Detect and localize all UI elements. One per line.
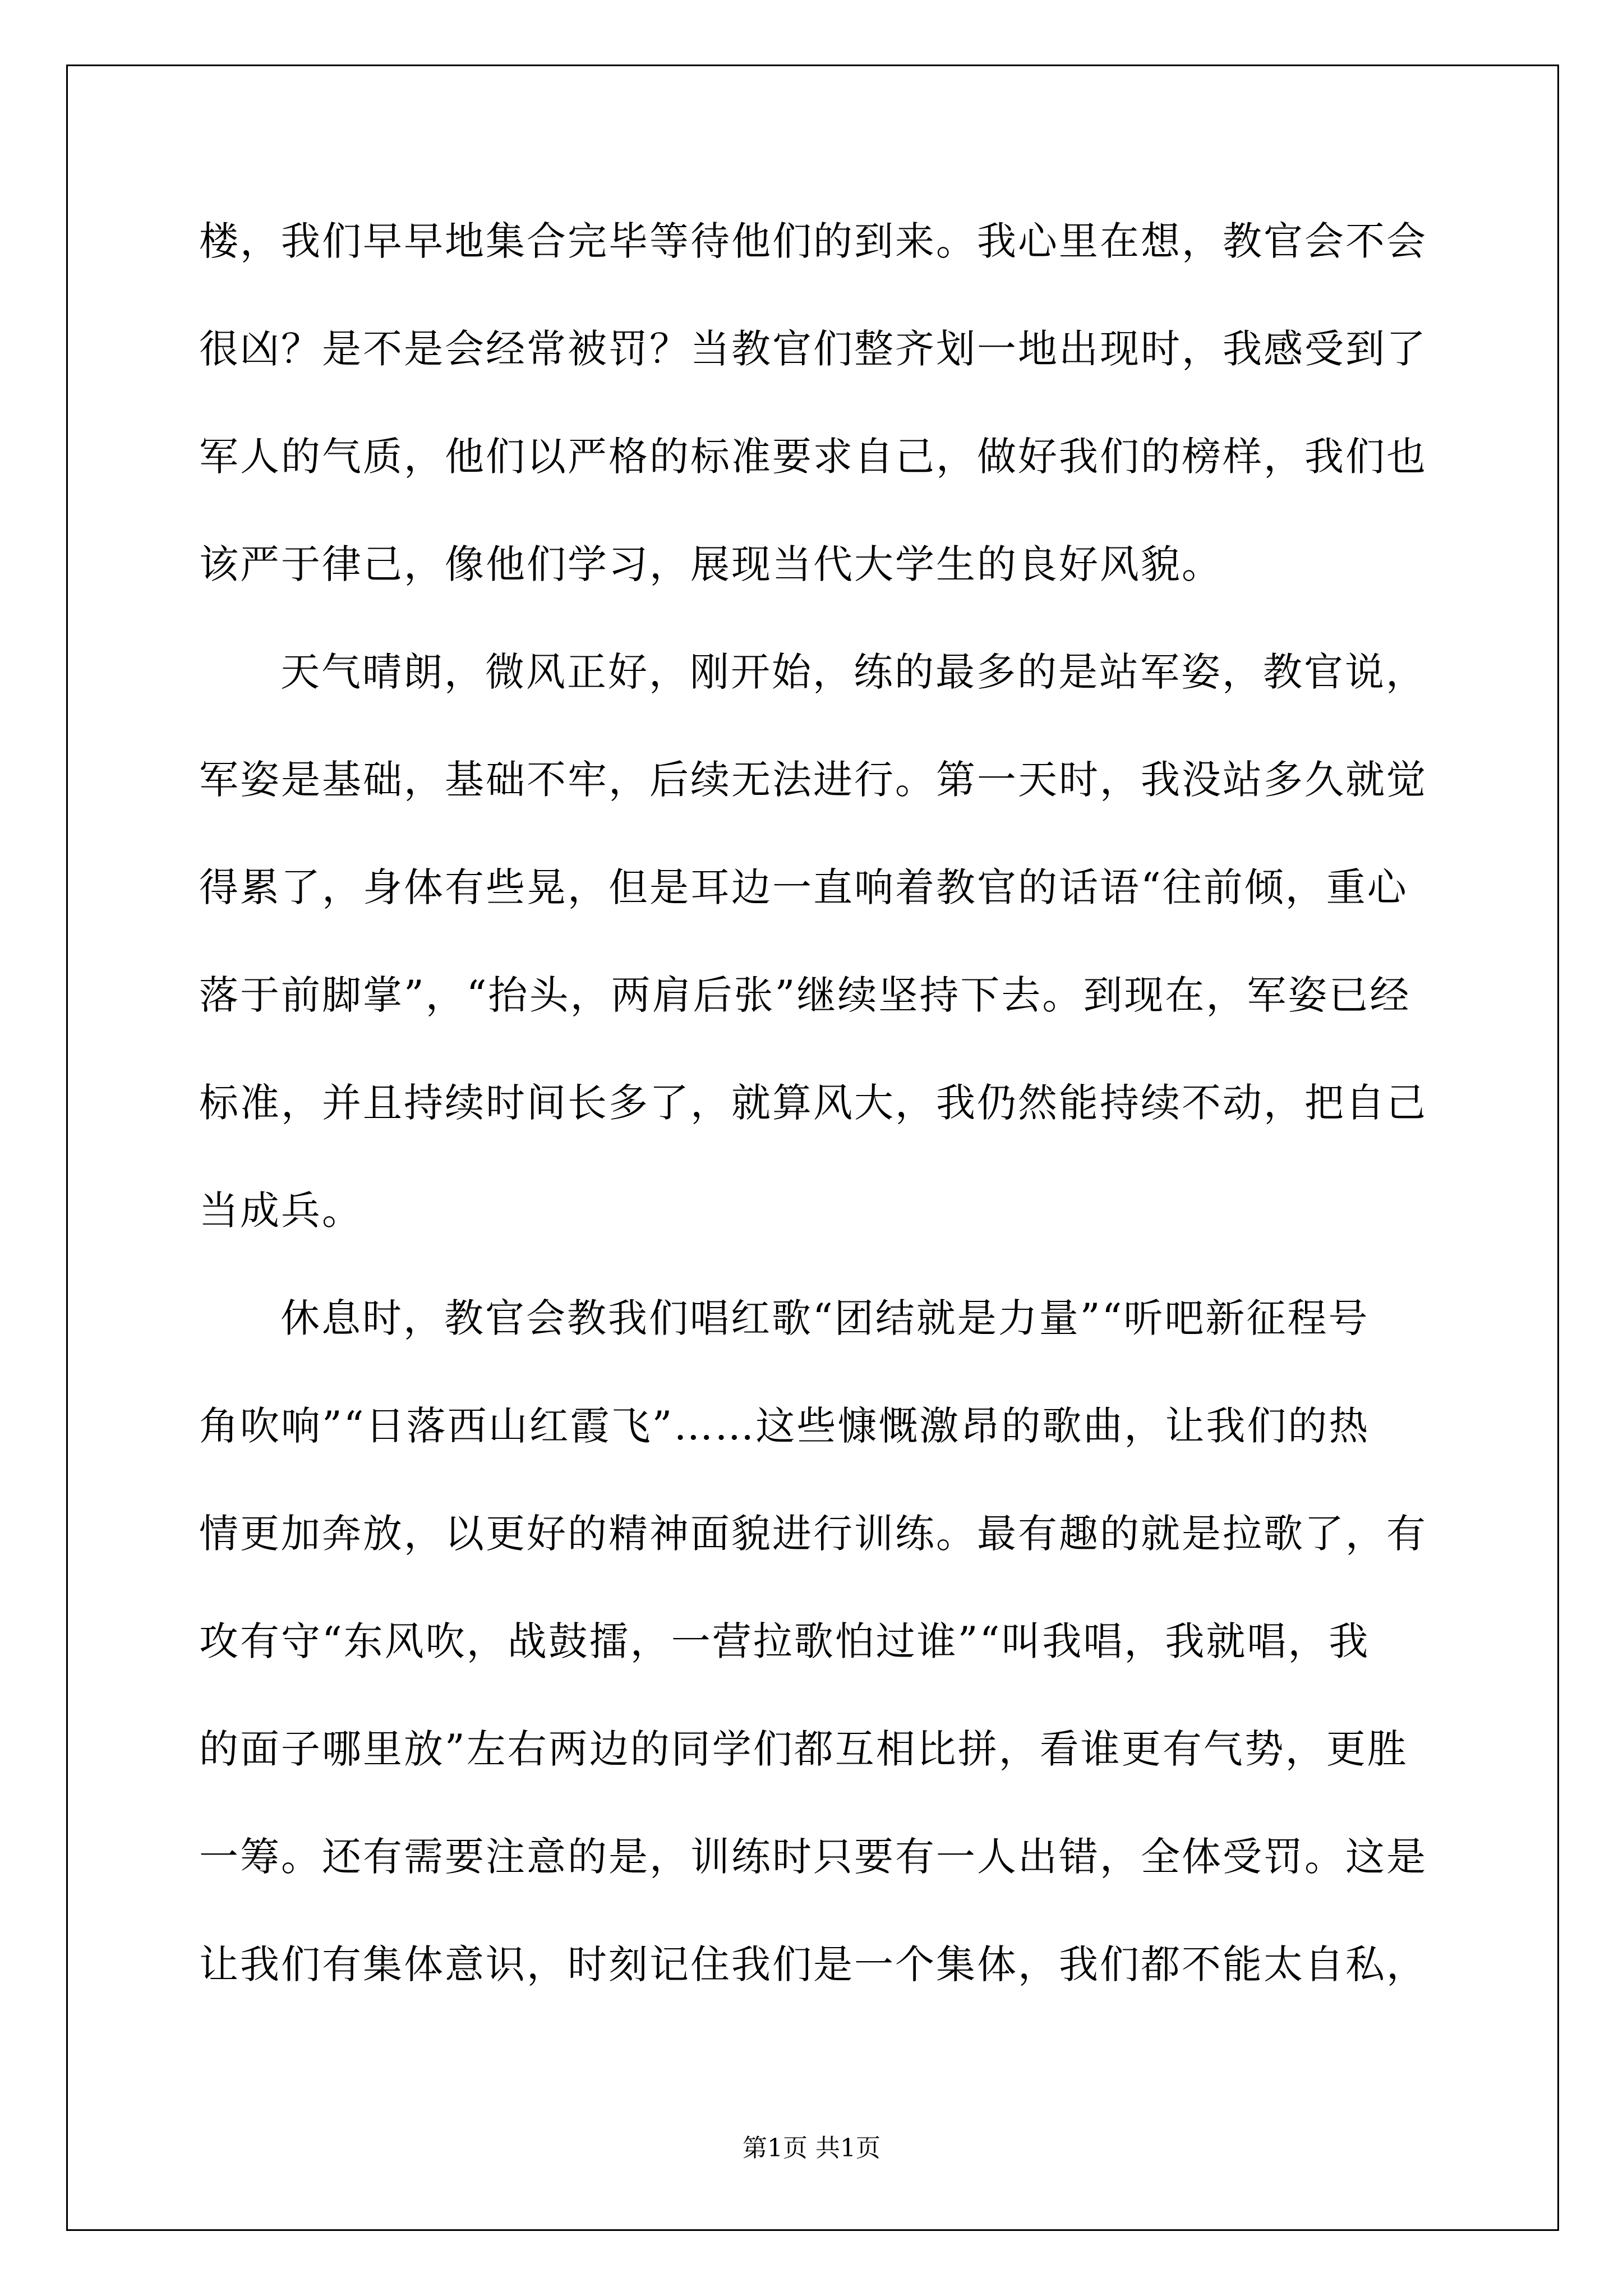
text-line: 楼，我们早早地集合完毕等待他们的到来。我心里在想，教官会不会 (199, 218, 1427, 264)
page-number-footer: 第1页 共1页 (743, 2134, 880, 2162)
text-line: 很凶？是不是会经常被罚？当教官们整齐划一地出现时，我感受到了 (199, 326, 1427, 372)
text-line: 该严于律己，像他们学习，展现当代大学生的良好风貌。 (199, 541, 1223, 587)
text-line: 让我们有集体意识，时刻记住我们是一个集体，我们都不能太自私， (199, 1941, 1427, 1987)
text-line: 一筹。还有需要注意的是，训练时只要有一人出错，全体受罚。这是 (199, 1834, 1427, 1880)
paragraph-first-line: 天气晴朗，微风正好，刚开始，练的最多的是站军姿，教官说， (280, 649, 1427, 695)
text-line: 得累了，身体有些晃，但是耳边一直响着教官的话语“往前倾，重心 (199, 864, 1408, 910)
text-line: 当成兵。 (199, 1188, 363, 1234)
text-line: 角吹响”“日落西山红霞飞”……这些慷慨激昂的歌曲，让我们的热 (199, 1403, 1370, 1449)
paragraph-first-line: 休息时，教官会教我们唱红歌“团结就是力量”“听吧新征程号 (280, 1295, 1370, 1341)
text-line: 的面子哪里放”左右两边的同学们都互相比拼，看谁更有气势，更胜 (199, 1726, 1408, 1772)
document-body (199, 218, 1433, 2053)
text-line: 落于前脚掌”，“抬头，两肩后张”继续坚持下去。到现在，军姿已经 (199, 972, 1411, 1018)
text-line: 情更加奔放，以更好的精神面貌进行训练。最有趣的就是拉歌了，有 (199, 1511, 1427, 1557)
text-line: 军人的气质，他们以严格的标准要求自己，做好我们的榜样，我们也 (199, 434, 1427, 480)
text-line: 军姿是基础，基础不牢，后续无法进行。第一天时，我没站多久就觉 (199, 757, 1427, 803)
text-line: 标准，并且持续时间长多了，就算风大，我仍然能持续不动，把自己 (199, 1080, 1427, 1126)
text-line: 攻有守“东风吹，战鼓擂，一营拉歌怕过谁”“叫我唱，我就唱，我 (199, 1618, 1370, 1664)
